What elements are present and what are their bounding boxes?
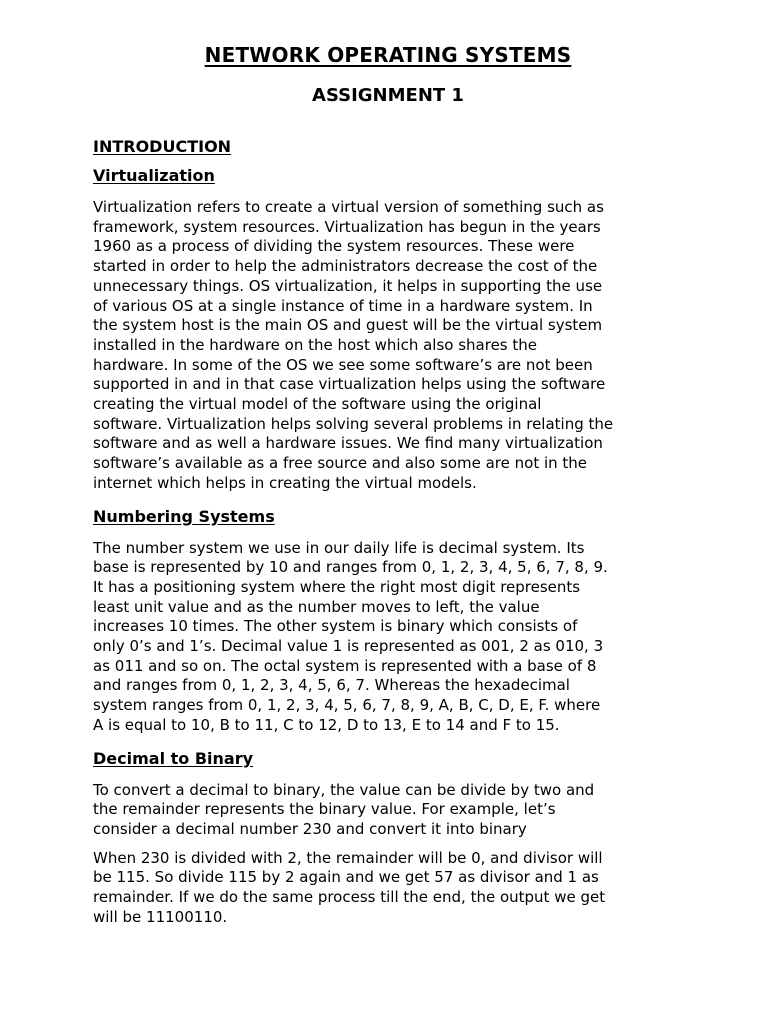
document-title: NETWORK OPERATING SYSTEMS — [204, 43, 572, 67]
heading-numbering-systems: Numbering Systems — [93, 506, 275, 526]
heading-virtualization: Virtualization — [93, 166, 215, 185]
assignment-subtitle: ASSIGNMENT 1 — [312, 85, 464, 106]
paragraph-virtualization: Virtualization refers to create a virtual version of something such as framework, system resources. Virtualization has begun in the years 1960 as a process of dividing the system resources. These were started in order to help the administrators decrease the cost of the unnecessary things. OS virtualization, it helps in supporting the use of various OS at a single instance of time in a hardware system. In the system host is the main OS and guest will be the virtual system installed in the hardware on the host which also shares the hardware. In some of the OS we see some software’s are not been supported in and in that case virtualization helps using the software creating the virtual model of the software using the original software. Virtualization helps solving several problems in relating the software and as well a hardware issues. We find many virtualization software’s available as a free source and also some are not in the internet which helps in creating the virtual models. — [93, 198, 614, 492]
introduction-label: INTRODUCTION — [93, 137, 232, 156]
heading-decimal-to-binary: Decimal to Binary — [93, 748, 254, 768]
paragraph-decimal-to-binary-example: When 230 is divided with 2, the remainder will be 0, and divisor will be 115. So divide 115 by 2 again and we get 57 as divisor and 1 as remainder. If we do the same process till the end, the output we get will be 11100110. — [93, 848, 606, 926]
document-body — [93, 136, 683, 928]
paragraph-numbering-systems: The number system we use in our daily life is decimal system. Its base is represented by 10 and ranges from 0, 1, 2, 3, 4, 5, 6, 7, 8, 9. It has a positioning system where the right most digit represents least unit value and as the number moves to left, the value increases 10 times. The other system is binary which consists of only 0’s and 1’s. Decimal value 1 is represented as 001, 2 as 010, 3 as 011 and so on. The octal system is represented with a base of 8 and ranges from 0, 1, 2, 3, 4, 5, 6, 7. Whereas the hexadecimal system ranges from 0, 1, 2, 3, 4, 5, 6, 7, 8, 9, A, B, C, D, E, F. where A is equal to 10, B to 11, C to 12, D to 13, E to 14 and F to 15. — [93, 538, 608, 734]
paragraph-decimal-to-binary-intro: To convert a decimal to binary, the value can be divide by two and the remainder represents the binary value. For example, let’s consider a decimal number 230 and convert it into binary — [93, 780, 595, 838]
